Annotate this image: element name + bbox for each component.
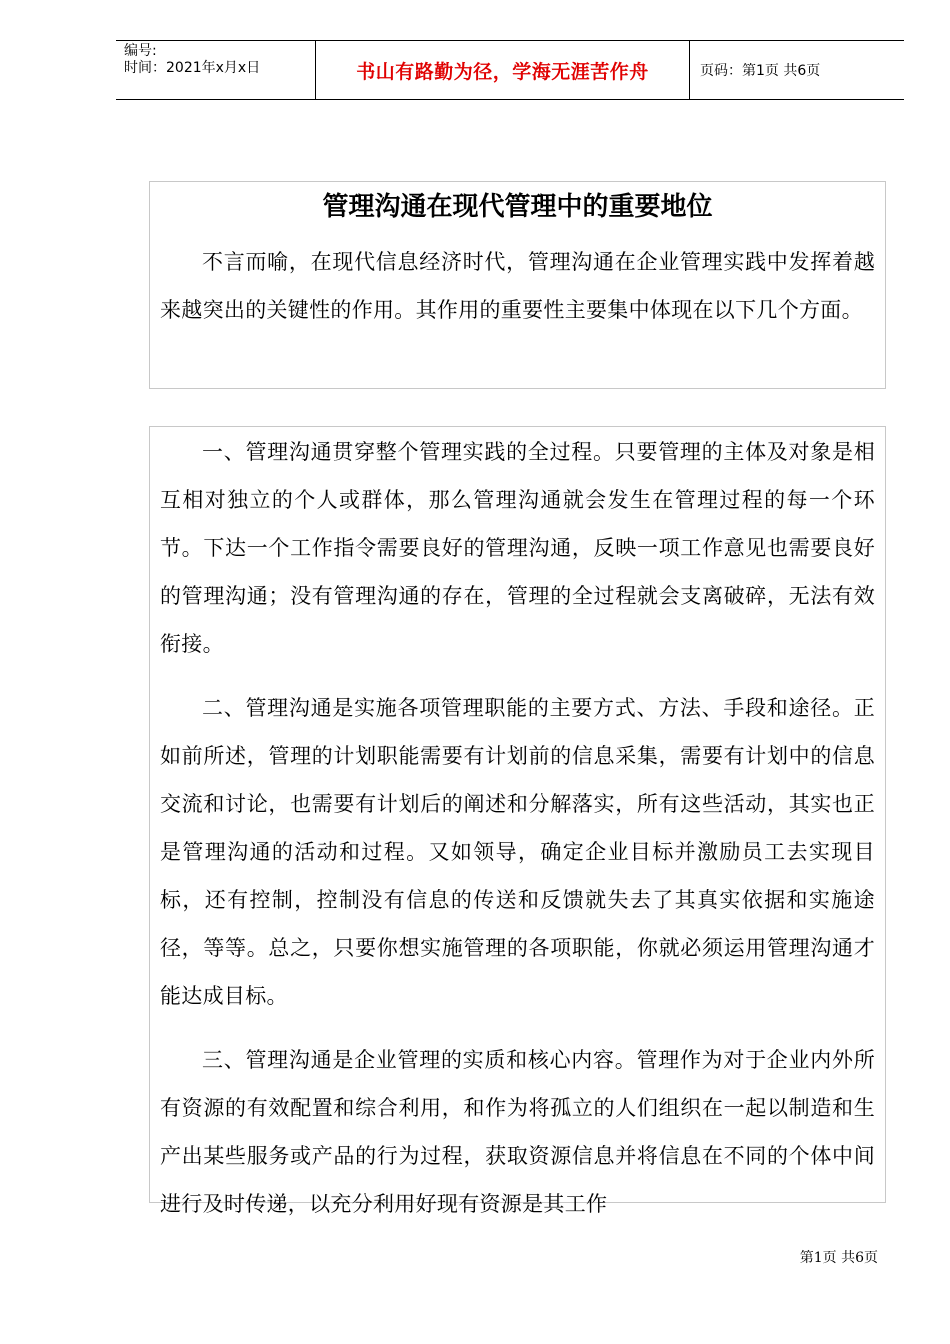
page-info: 页码：第1页 共6页 bbox=[700, 63, 821, 79]
title-section bbox=[149, 181, 886, 389]
body-paragraph-3: 三、管理沟通是企业管理的实质和核心内容。管理作为对于企业内外所有资源的有效配置和综合利用，和作为将孤立的人们组织在一起以制造和生产出某些服务或产品的行为过程，获取资源信息并将信息在不同的个体中间进行及时传递，以充分利用好现有资源是其工作 bbox=[160, 1048, 875, 1216]
page-footer: 第1页 共6页 bbox=[799, 1250, 878, 1266]
document-title: 管理沟通在现代管理中的重要地位 bbox=[322, 192, 713, 222]
number-label: 编号: bbox=[124, 43, 157, 59]
motto-text: 书山有路勤为径，学海无涯苦作舟 bbox=[316, 41, 690, 99]
document-header bbox=[116, 40, 904, 100]
time-label: 时间：2021年x月x日 bbox=[124, 60, 261, 76]
body-paragraph-2: 二、管理沟通是实施各项管理职能的主要方式、方法、手段和途径。正如前所述，管理的计划职能需要有计划前的信息采集，需要有计划中的信息交流和讨论，也需要有计划后的阐述和分解落实，所有这些活动，其实也正是管理沟通的活动和过程。又如领导，确定企业目标并激励员工去实现目标，还有控制，控制没有信息的传送和反馈就失去了其真实依据和实施途径，等等。总之，只要你想实施管理的各项职能，你就必须运用管理沟通才能达成目标。 bbox=[160, 696, 875, 1008]
intro-paragraph: 不言而喻，在现代信息经济时代，管理沟通在企业管理实践中发挥着越来越突出的关键性的作用。其作用的重要性主要集中体现在以下几个方面。 bbox=[160, 250, 875, 322]
body-section bbox=[149, 426, 886, 1216]
body-paragraph-1: 一、管理沟通贯穿整个管理实践的全过程。只要管理的主体及对象是相互相对独立的个人或群体，那么管理沟通就会发生在管理过程的每一个环节。下达一个工作指令需要良好的管理沟通，反映一项工作意见也需要良好的管理沟通；没有管理沟通的存在，管理的全过程就会支离破碎，无法有效衔接。 bbox=[160, 440, 875, 656]
header-meta bbox=[116, 41, 316, 99]
